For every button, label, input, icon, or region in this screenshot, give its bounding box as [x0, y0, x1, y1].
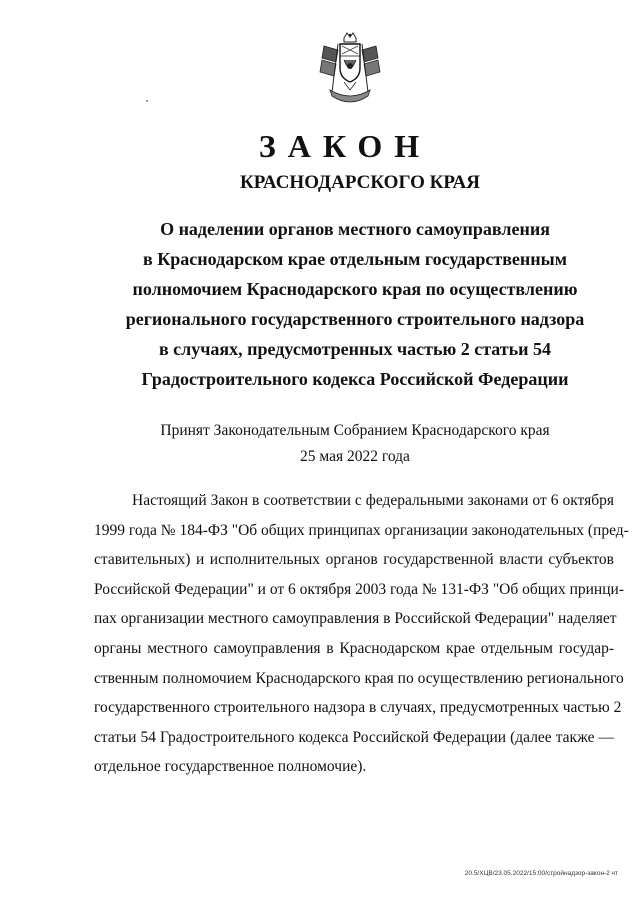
document-type: ЗАКОН	[258, 128, 432, 164]
law-title	[120, 214, 590, 394]
paragraph-line: органы местного самоуправления в Краснодарском крае отдельным государ-	[94, 639, 614, 657]
paragraph-line: пах организации местного самоуправления в Российской Федерации" наделяет	[94, 610, 617, 628]
paragraph-line: отдельное государственное полномочие).	[94, 758, 367, 776]
scan-mark	[146, 100, 148, 102]
document-footer-code: 20.5/ХЦВ/23.05.2022/15:00/стройнадзор-закон-2 чт	[464, 870, 618, 877]
paragraph-line: государственного строительного надзора в случаях, предусмотренных частью 2	[94, 699, 622, 717]
paragraph-line: Настоящий Закон в соответствии с федеральными законами от 6 октября	[132, 492, 614, 509]
law-title-line: О наделении органов местного самоуправления	[160, 219, 550, 239]
law-title-line: в случаях, предусмотренных частью 2 статьи 54	[158, 339, 552, 359]
paragraph-line: статьи 54 Градостроительного кодекса Российской Федерации (далее также —	[94, 728, 614, 746]
adoption-date: 25 мая 2022 года	[300, 448, 410, 465]
adopted-by: Принят Законодательным Собранием Краснодарского края	[160, 422, 550, 439]
paragraph-line: 1999 года № 184-ФЗ "Об общих принципах организации законодательных (пред-	[94, 521, 629, 539]
region-name: КРАСНОДАРСКОГО КРАЯ	[239, 172, 481, 193]
adoption-info	[120, 418, 590, 470]
paragraph-line: ственным полномочием Краснодарского края по осуществлению регионального	[94, 669, 624, 687]
preamble-paragraph	[94, 486, 629, 782]
paragraph-line: Российской Федерации" и от 6 октября 2003 года № 131-ФЗ "Об общих принци-	[94, 580, 624, 598]
law-title-line: полномочием Краснодарского края по осуществлению	[132, 279, 578, 299]
law-title-line: в Краснодарском крае отдельным государственным	[143, 249, 567, 269]
coat-of-arms-icon	[318, 32, 382, 108]
paragraph-line: ставительных) и исполнительных органов государственной власти субъектов	[94, 551, 614, 569]
law-title-line: Градостроительного кодекса Российской Федерации	[141, 369, 569, 389]
law-title-line: регионального государственного строительного надзора	[125, 309, 585, 329]
